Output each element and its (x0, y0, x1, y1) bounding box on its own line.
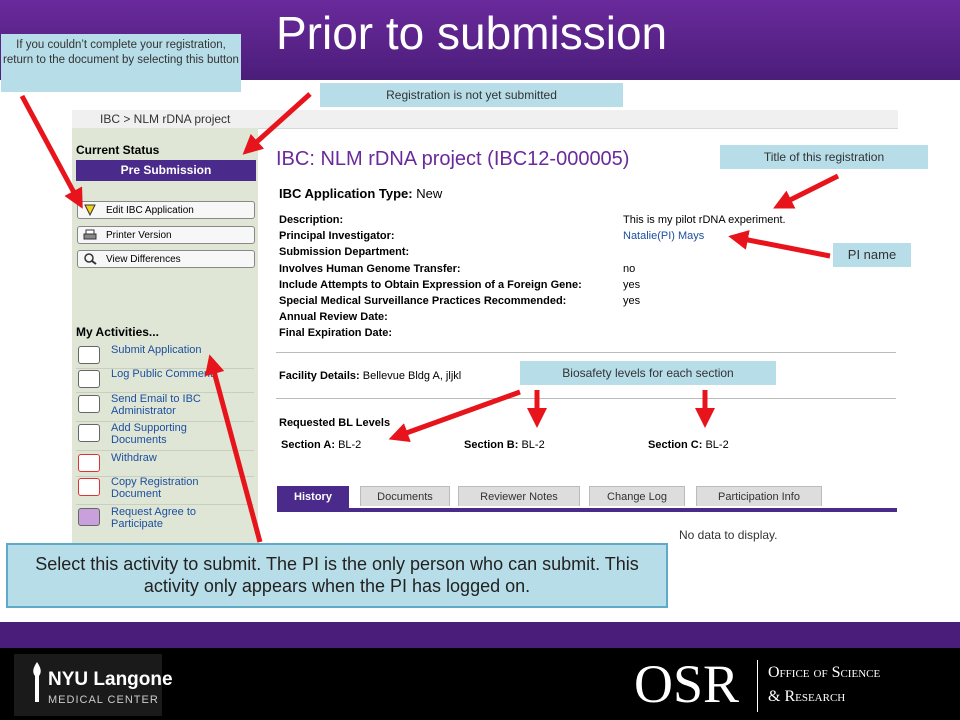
section-b-level (464, 439, 545, 451)
section-label: Section B: (464, 439, 519, 451)
activity-label: Copy Registration Document (111, 476, 199, 500)
activity-submit-application[interactable] (76, 344, 254, 369)
printer-icon (83, 229, 97, 241)
field-label: Final Expiration Date: (279, 327, 393, 339)
tab-history[interactable]: History (277, 486, 349, 508)
callout-pi-name: PI name (833, 243, 911, 267)
envelope-icon (78, 395, 100, 413)
activity-add-supporting-documents[interactable] (76, 422, 254, 451)
registration-title: IBC: NLM rDNA project (IBC12-000005) (276, 148, 630, 170)
slide-title: Prior to submission (276, 7, 668, 59)
field-label: Include Attempts to Obtain Expression of a Foreign Gene: (279, 279, 582, 291)
hand-pointer-icon (78, 346, 100, 364)
office-name-line2: & Research (768, 688, 846, 705)
handshake-icon (78, 508, 100, 526)
breadcrumb-text[interactable]: IBC > NLM rDNA project (100, 112, 231, 126)
section-value: BL-2 (338, 439, 362, 451)
my-activities-label: My Activities... (76, 325, 159, 339)
printer-version-button[interactable] (77, 226, 255, 244)
tab-bar (277, 486, 897, 512)
facility-details (279, 370, 461, 382)
section-value: BL-2 (521, 439, 545, 451)
activity-log-public-comment[interactable] (76, 368, 254, 393)
undo-arrow-icon (78, 454, 100, 472)
activity-label: Send Email to IBC Administrator (111, 393, 201, 417)
divider (276, 398, 896, 399)
activity-send-email[interactable] (76, 393, 254, 422)
section-label: Section A: (281, 439, 335, 451)
facility-value: Bellevue Bldg A, jljkl (362, 370, 462, 382)
osr-divider (757, 660, 758, 712)
tab-participation-info[interactable]: Participation Info (696, 486, 822, 506)
activity-request-agree[interactable] (76, 506, 254, 534)
field-value: yes (623, 279, 641, 291)
field-label: Annual Review Date: (279, 311, 388, 323)
notepad-icon (78, 370, 100, 388)
field-label: Submission Department: (279, 246, 410, 258)
callout-select-activity: Select this activity to submit. The PI is the only person who can submit. This activity only appears when the PI has logged on. (6, 543, 668, 608)
tab-change-log[interactable]: Change Log (589, 486, 685, 506)
breadcrumb (72, 110, 898, 129)
application-type-label: IBC Application Type: (279, 186, 413, 201)
activity-label: Add Supporting Documents (111, 422, 187, 446)
activity-label: Withdraw (111, 452, 157, 464)
osr-logo: OSR (634, 654, 740, 714)
field-label: Principal Investigator: (279, 230, 395, 242)
section-label: Section C: (648, 439, 703, 451)
application-type (279, 186, 442, 201)
tab-documents[interactable]: Documents (360, 486, 450, 506)
view-differences-button[interactable] (77, 250, 255, 268)
no-data-message: No data to display. (679, 528, 778, 542)
application-type-value: New (416, 186, 443, 201)
section-a-level (281, 439, 361, 451)
nyu-logo-subtext: MEDICAL CENTER (48, 694, 159, 706)
tab-reviewer-notes[interactable]: Reviewer Notes (458, 486, 580, 506)
activity-withdraw[interactable] (76, 452, 254, 477)
callout-biosafety: Biosafety levels for each section (520, 361, 776, 385)
edit-application-label: Edit IBC Application (106, 205, 194, 216)
current-status-label: Current Status (76, 143, 160, 157)
view-differences-label: View Differences (106, 254, 181, 265)
field-value: no (623, 263, 636, 275)
callout-title: Title of this registration (720, 145, 928, 169)
status-badge: Pre Submission (76, 160, 256, 181)
field-value: This is my pilot rDNA experiment. (623, 214, 786, 226)
nyu-torch-icon (30, 660, 44, 704)
activity-label: Request Agree to Participate (111, 506, 197, 530)
edit-application-button[interactable] (77, 201, 255, 219)
activity-copy-registration[interactable] (76, 476, 254, 505)
copy-ss-icon (78, 478, 100, 496)
pi-name-link[interactable]: Natalie(PI) Mays (623, 230, 705, 242)
magnifier-icon (83, 253, 97, 265)
arrow-to-edit-button (22, 96, 78, 200)
callout-not-submitted: Registration is not yet submitted (320, 83, 623, 107)
activity-label: Log Public Comment (111, 368, 214, 380)
section-value: BL-2 (705, 439, 729, 451)
facility-label: Facility Details: (279, 370, 360, 382)
field-label: Special Medical Surveillance Practices Recommended: (279, 295, 567, 307)
callout-return-button: If you couldn’t complete your registration, return to the document by selecting this button (1, 34, 241, 92)
field-label: Description: (279, 214, 344, 226)
divider (276, 352, 896, 353)
field-label: Involves Human Genome Transfer: (279, 263, 461, 275)
printer-version-label: Printer Version (106, 230, 172, 241)
field-value: yes (623, 295, 641, 307)
office-name-line1: Office of Science (768, 664, 881, 681)
nyu-logo-text: NYU Langone (48, 669, 173, 690)
documents-icon (78, 424, 100, 442)
requested-bl-label: Requested BL Levels (279, 417, 391, 429)
activity-label: Submit Application (111, 344, 202, 356)
bottom-band (0, 622, 960, 648)
section-c-level (648, 439, 729, 451)
edit-icon (83, 204, 97, 216)
